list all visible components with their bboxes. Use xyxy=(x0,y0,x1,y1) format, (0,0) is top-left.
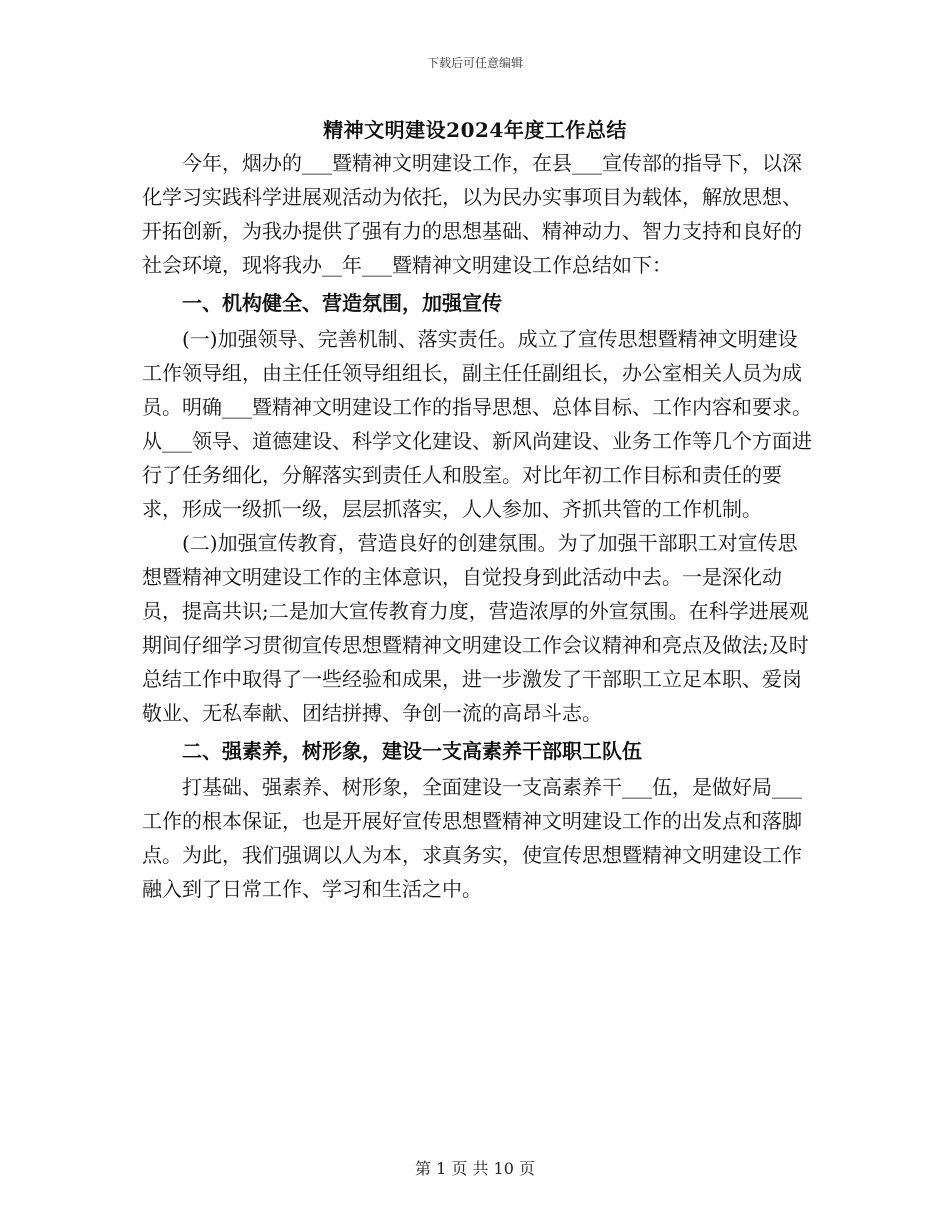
paragraph-2-1: 打基础、强素养、树形象，全面建设一支高素养干___伍，是做好局___工作的根本保证，也是开展好宣传思想暨精神文明建设工作的出发点和落脚点。为此，我们强调以人为本，求真务实，使宣传思想暨精神文明建设工作融入到了日常工作、学习和生活之中。 xyxy=(142,775,802,901)
page-header-note: 下载后可任意编辑 xyxy=(426,56,523,70)
section-heading-1: 一、机构健全、营造氛围，加强宣传 xyxy=(182,291,502,315)
paragraph-1-2: (二)加强宣传教育，营造良好的创建氛围。为了加强干部职工对宣传思想暨精神文明建设工作的主体意识，自觉投身到此活动中去。一是深化动员，提高共识;二是加大宣传教育力度，营造浓厚的外宣氛围。在科学进展观期间仔细学习贯彻宣传思想暨精神文明建设工作会议精神和亮点及做法;及时总结工作中取得了一些经验和成果，进一步激发了干部职工立足本职、爱岗敬业、无私奉献、团结拼搏、争创一流的高昂斗志。 xyxy=(142,531,809,725)
paragraph-intro: 今年，烟办的___暨精神文明建设工作，在县___宣传部的指导下，以深化学习实践科学进展观活动为依托，以为民办实事项目为载体，解放思想、开拓创新，为我办提供了强有力的思想基础、精神动力、智力支持和良好的社会环境，现将我办__年___暨精神文明建设工作总结如下： xyxy=(142,151,802,277)
section-heading-2: 二、强素养，树形象，建设一支高素养干部职工队伍 xyxy=(182,739,642,763)
page-footer: 第 1 页 共 10 页 xyxy=(415,1159,535,1178)
document-title: 精神文明建设2024年度工作总结 xyxy=(323,118,627,142)
paragraph-1-1: (一)加强领导、完善机制、落实责任。成立了宣传思想暨精神文明建设工作领导组，由主任任领导组组长，副主任任副组长，办公室相关人员为成员。明确___暨精神文明建设工作的指导思想、总体目标、工作内容和要求。从___领导、道德建设、科学文化建设、新风尚建设、业务工作等几个方面进行了任务细化，分解落实到责任人和股室。对比年初工作目标和责任的要求，形成一级抓一级，层层抓落实，人人参加、齐抓共管的工作机制。 xyxy=(142,327,812,521)
document-body xyxy=(142,146,814,906)
